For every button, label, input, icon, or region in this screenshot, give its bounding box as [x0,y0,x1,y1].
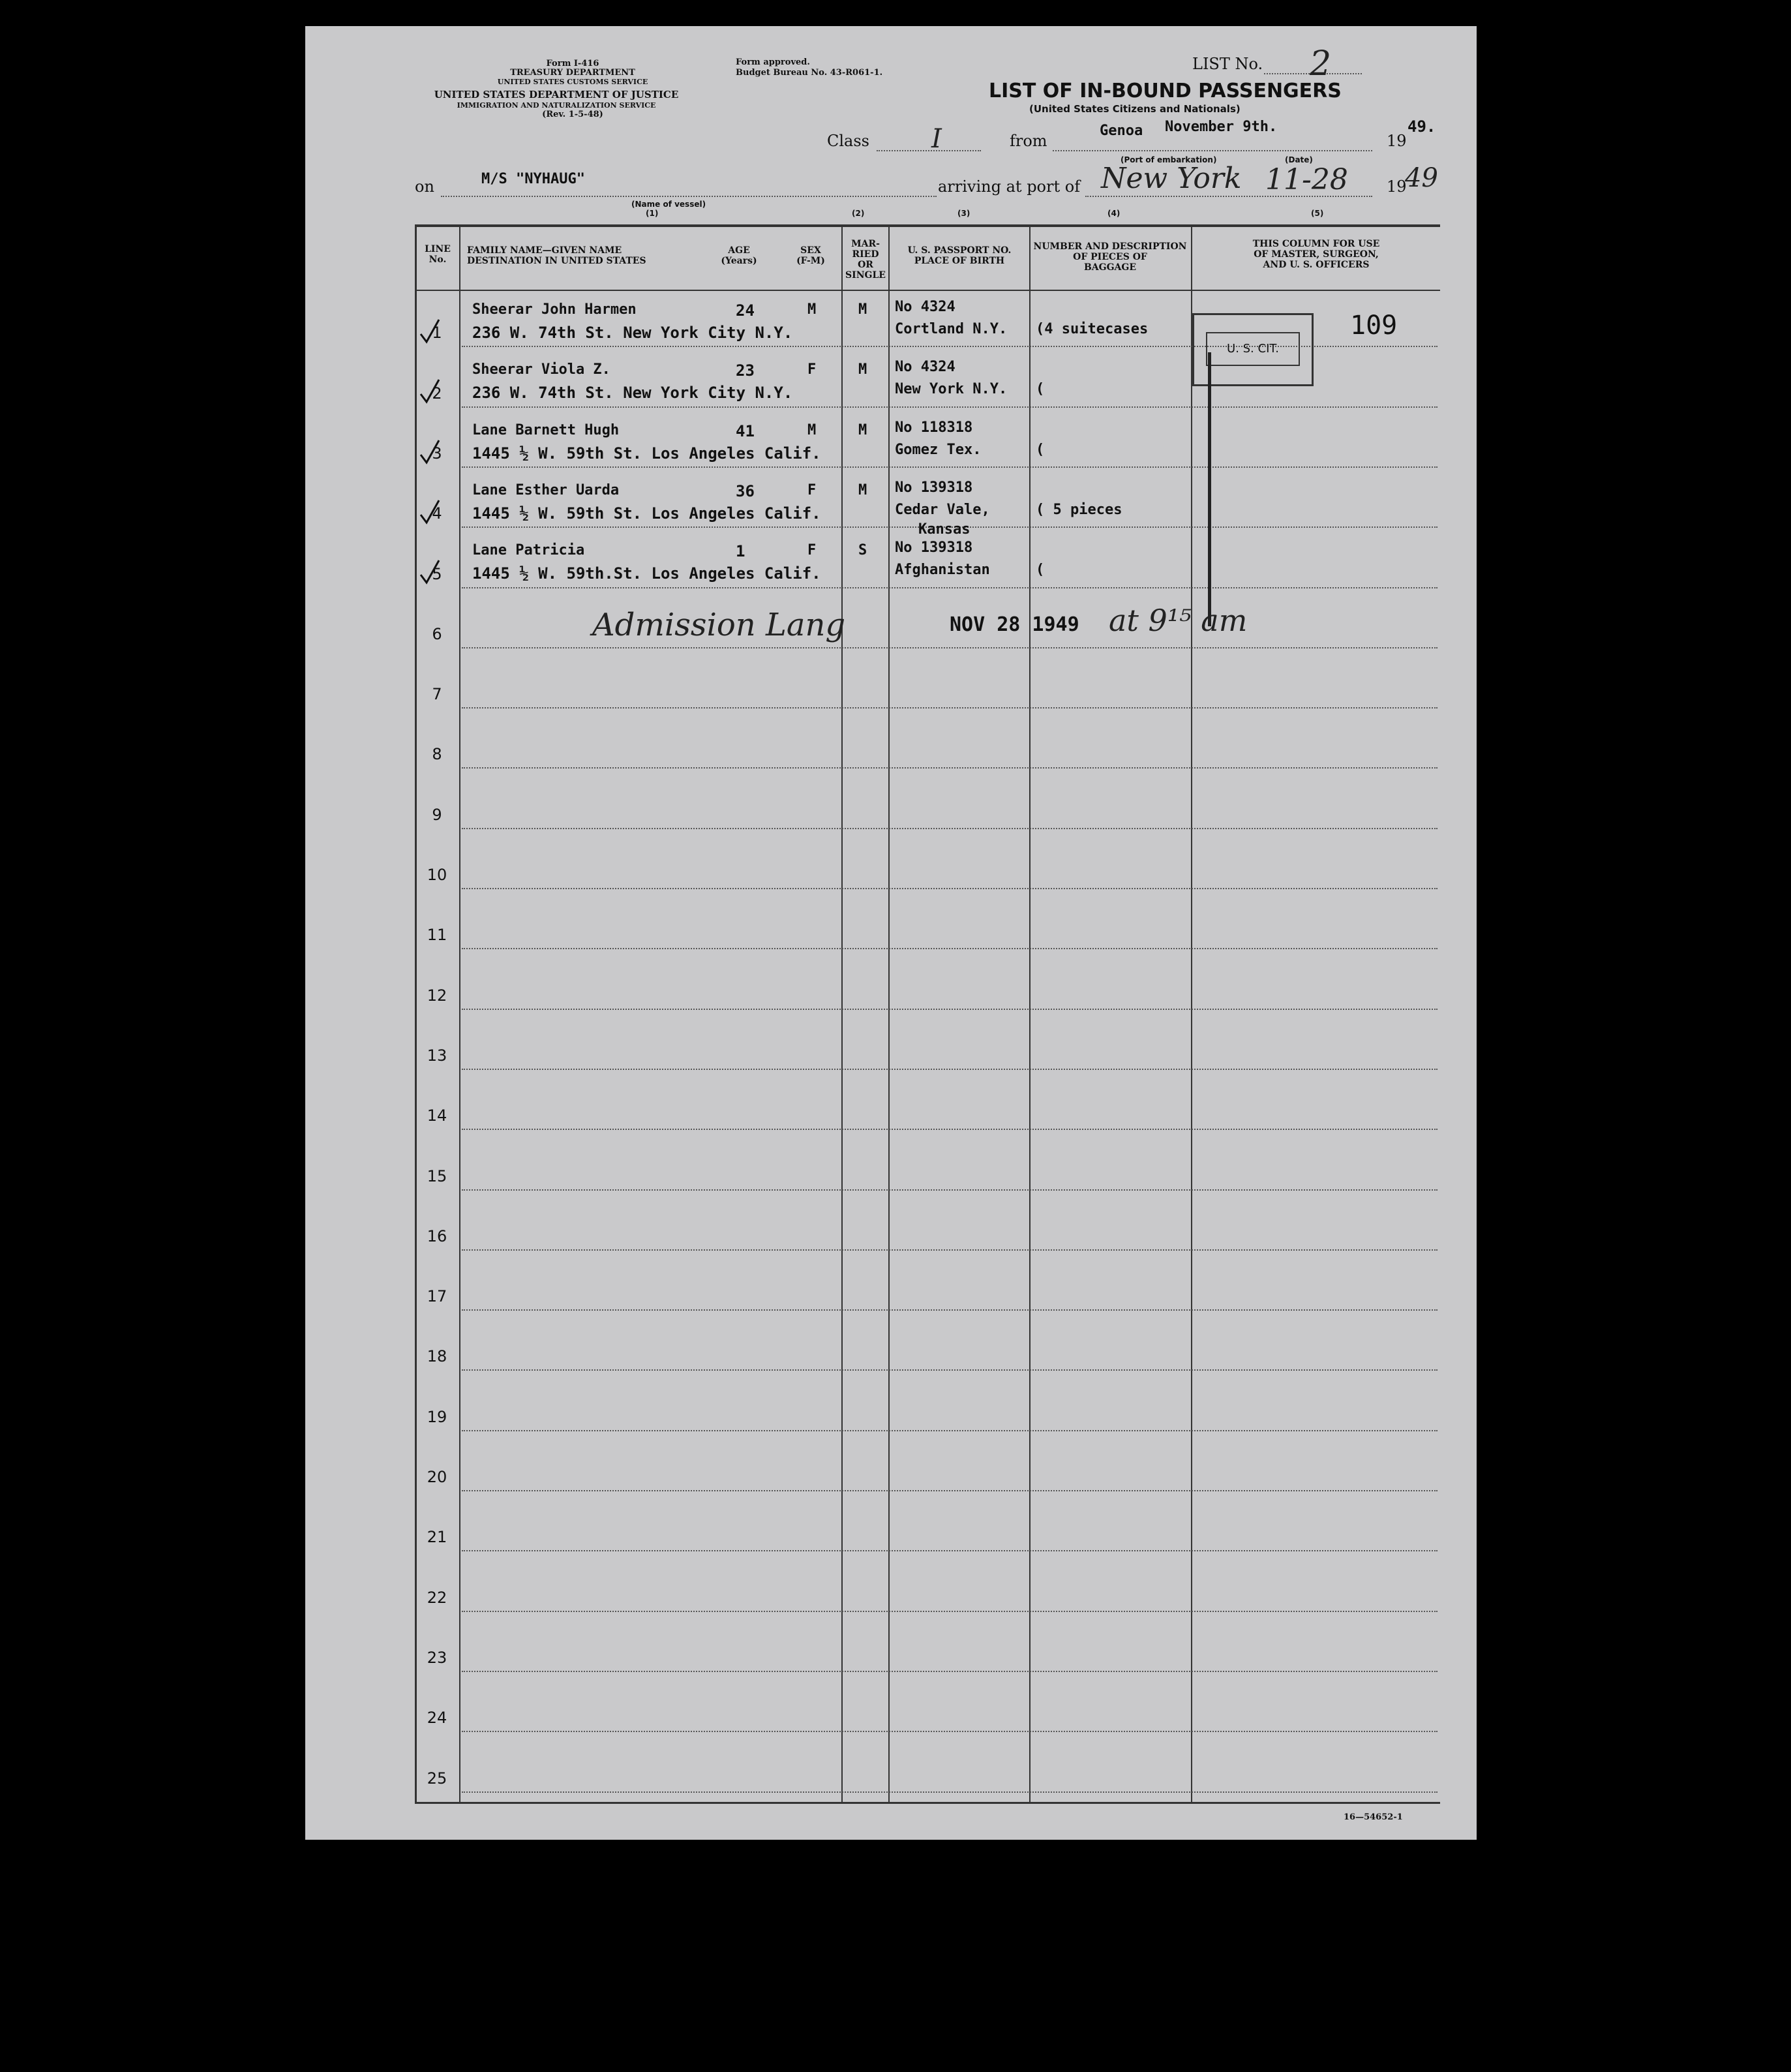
line-number: 5 [432,564,442,583]
passport-number: No 4324 [895,299,956,315]
line-number: 10 [427,866,447,884]
passport-number: No 118318 [895,419,973,436]
line-number: 22 [427,1588,447,1607]
year-value: 49. [1407,117,1436,136]
passport-number: No 4324 [895,359,956,376]
header-officers: THIS COLUMN FOR USE OF MASTER, SURGEON, AND U. S. OFFICERS [1252,239,1380,270]
passenger-address: 1445 ½ W. 59th.St. Los Angeles Calif. [472,564,821,583]
date-caption: (Date) [1285,155,1313,164]
passenger-address: 236 W. 74th St. New York City N.Y. [472,384,793,403]
passenger-sex: F [807,542,817,559]
row-line [462,1490,1437,1491]
class-line [877,150,981,151]
passenger-marital: M [858,481,867,498]
customs-service: UNITED STATES CUSTOMS SERVICE [497,78,648,86]
col-divider-baggage [1191,224,1192,1803]
officer-bracket-line [1208,352,1211,626]
line-number: 14 [427,1106,447,1125]
line-number: 23 [427,1648,447,1667]
line-number: 18 [427,1347,447,1366]
vessel-name: M/S "NYHAUG" [481,171,585,187]
page-title: LIST OF IN-BOUND PASSENGERS [989,80,1342,102]
check-mark-icon [419,439,441,465]
passenger-sex: M [807,301,817,318]
passenger-marital: M [858,421,867,438]
place-of-birth: New York N.Y. [895,381,1008,398]
caption-1: (1) [646,209,659,218]
arrival-year: 49 [1405,163,1438,193]
header-name: FAMILY NAME—GIVEN NAME DESTINATION IN UNITED STATES [467,245,646,266]
line-number: 16 [427,1226,447,1245]
line-number: 15 [427,1166,447,1185]
passenger-age: 41 [736,421,755,440]
row-line [462,647,1437,648]
passenger-marital: M [858,301,867,318]
table-bottom-border [415,1802,1440,1804]
stamp-label: U. S. CIT. [1206,332,1300,366]
row-line [462,406,1437,408]
line-number: 1 [432,324,442,343]
place-of-birth: Cedar Vale, [895,501,990,518]
passenger-address: 236 W. 74th St. New York City N.Y. [472,324,793,342]
caption-5: (5) [1311,209,1324,218]
header-age: AGE (Years) [721,245,757,266]
baggage-description: ( [1036,562,1045,579]
header-line-no: LINE No. [425,244,451,265]
passenger-age: 24 [736,301,755,320]
caption-4: (4) [1107,209,1121,218]
check-mark-icon [419,318,441,344]
justice-dept: UNITED STATES DEPARTMENT OF JUSTICE [434,89,679,100]
class-value: I [931,124,942,154]
baggage-description: ( 5 pieces [1036,501,1122,518]
passport-number: No 139318 [895,540,973,556]
caption-2: (2) [852,209,865,218]
passenger-name: Lane Patricia [472,542,585,559]
from-line [1053,150,1372,151]
line-number: 4 [432,504,442,523]
caption-3: (3) [957,209,971,218]
passenger-age: 23 [736,361,755,380]
passenger-marital: M [858,361,867,378]
passenger-address: 1445 ½ W. 59th St. Los Angeles Calif. [472,444,821,463]
year-prefix: 19 [1387,132,1407,150]
passenger-age: 36 [736,481,755,500]
passenger-marital: S [858,542,867,559]
row-line [462,1791,1437,1793]
arrival-port: New York [1101,162,1242,195]
row-line [462,1731,1437,1732]
passenger-address: 1445 ½ W. 59th St. Los Angeles Calif. [472,504,821,523]
line-number: 20 [427,1468,447,1486]
row-line [462,1189,1437,1191]
row-line [462,1550,1437,1551]
passenger-age: 1 [736,542,745,561]
row-line [462,1671,1437,1672]
table-header-border [415,290,1440,291]
header-passport: U. S. PASSPORT NO. PLACE OF BIRTH [907,245,1012,266]
check-mark-icon [419,499,441,525]
line-number: 6 [432,624,442,643]
passenger-sex: M [807,421,817,438]
passenger-name: Lane Esther Uarda [472,481,620,498]
col-divider-line [459,224,460,1803]
line-number: 2 [432,384,442,403]
passport-number: No 139318 [895,479,973,496]
table-left-border [415,224,417,1803]
line-number: 21 [427,1528,447,1547]
col-divider-married [888,224,890,1803]
line-number: 11 [427,926,447,945]
header-married: MAR- RIED OR SINGLE [845,239,886,281]
row-line [462,1369,1437,1371]
header-sex: SEX (F-M) [796,245,825,266]
admission-note: Admission Lang [592,607,846,643]
ins-service: IMMIGRATION AND NATURALIZATION SERVICE [457,101,656,110]
passenger-name: Lane Barnett Hugh [472,421,620,438]
row-line [462,767,1437,769]
header-baggage: NUMBER AND DESCRIPTION OF PIECES OF BAGGAGE [1033,241,1187,273]
row-line [462,587,1437,588]
admission-time: at 9¹⁵ am [1109,603,1248,638]
row-line [462,828,1437,829]
vessel-caption: (Name of vessel) [631,200,706,209]
baggage-description: ( [1036,381,1045,398]
row-line [462,1009,1437,1010]
baggage-description: ( [1036,441,1045,458]
arriving-label: arriving at port of [938,177,1081,196]
passenger-list-page [305,26,1477,1840]
treasury-dept: TREASURY DEPARTMENT [510,68,635,78]
embarkation-date: November 9th. [1165,119,1278,135]
line-number: 7 [432,685,442,704]
check-mark-icon [419,378,441,404]
line-number: 25 [427,1769,447,1788]
baggage-description: (4 suitecases [1036,321,1149,337]
place-of-birth-cont: Kansas [918,521,971,538]
passenger-sex: F [807,481,817,498]
budget-bureau: Budget Bureau No. 43-R061-1. [736,68,883,78]
row-line [462,707,1437,708]
table-top-border [415,224,1440,227]
line-number: 17 [427,1287,447,1306]
row-line [462,466,1437,468]
row-line [462,948,1437,949]
arrival-year-prefix: 19 [1387,177,1407,196]
col-divider-passport [1029,224,1031,1803]
passenger-sex: F [807,361,817,378]
place-of-birth: Cortland N.Y. [895,321,1008,337]
row-line [462,1129,1437,1130]
col-divider-name [841,224,843,1803]
list-no-label: LIST No. [1192,55,1263,73]
row-line [462,1249,1437,1251]
port-embark-caption: (Port of embarkation) [1121,155,1217,164]
place-of-birth: Gomez Tex. [895,441,982,458]
footer-code: 16—54652-1 [1344,1812,1403,1822]
row-line [462,888,1437,889]
arrival-date: 11-28 [1265,163,1348,196]
line-number: 8 [432,745,442,764]
on-label: on [415,177,434,196]
revision-date: (Rev. 1-5-48) [542,110,603,119]
line-number: 9 [432,805,442,824]
from-label: from [1010,132,1047,150]
row-line [462,1309,1437,1311]
class-label: Class [827,132,869,150]
row-line [462,1430,1437,1431]
line-number: 19 [427,1407,447,1426]
admission-date-stamp: NOV 28 1949 [950,613,1079,636]
passenger-name: Sheerar Viola Z. [472,361,610,378]
form-number: Form I-416 [546,59,599,69]
line-number: 13 [427,1046,447,1065]
list-no-value: 2 [1310,44,1332,84]
form-approved: Form approved. [736,57,810,67]
page-subtitle: (United States Citizens and Nationals) [1029,103,1241,115]
line-number: 3 [432,444,442,463]
vessel-line [441,196,937,197]
line-number: 12 [427,986,447,1005]
place-of-birth: Afghanistan [895,562,990,579]
officer-number: 109 [1350,311,1398,341]
line-number: 24 [427,1709,447,1728]
passenger-name: Sheerar John Harmen [472,301,637,318]
row-line [462,1069,1437,1070]
row-line [462,1611,1437,1612]
check-mark-icon [419,559,441,585]
port-of-embarkation: Genoa [1100,123,1143,139]
